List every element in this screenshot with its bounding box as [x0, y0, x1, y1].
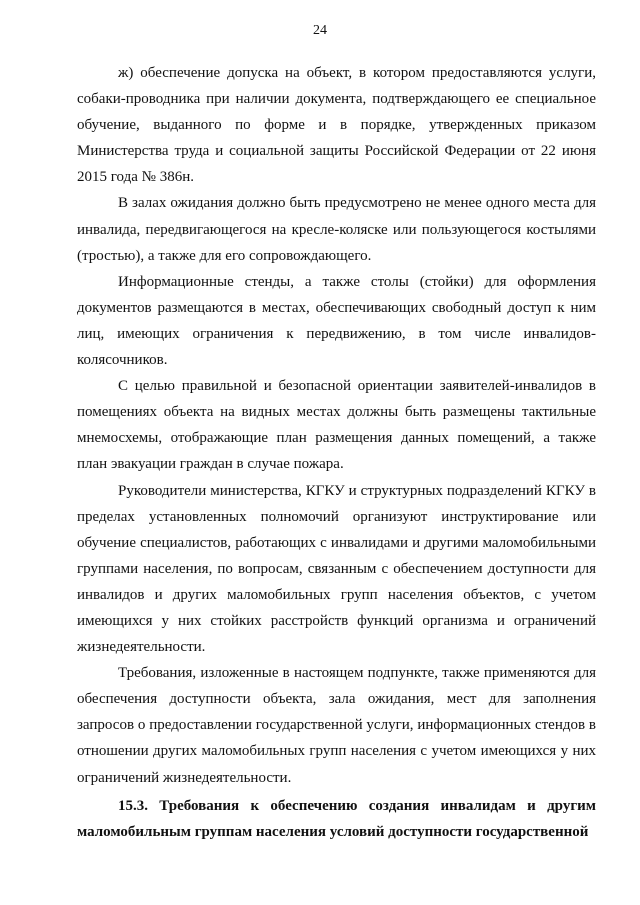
section-heading: 15.3. Требования к обеспечению создания инвалидам и другим маломобильным группам населения условий доступности государственной [77, 797, 596, 840]
paragraph-item-zh: ж) обеспечение допуска на объект, в котором предоставляются услуги, собаки-проводника при наличии документа, подтверждающего ее специальное обучение, выданного по форме и в порядке, утвержденных приказом Министерства труда и социальной защиты Российской Федерации от 22 июня 2015 года № 386н. [77, 65, 596, 186]
document-body [77, 60, 596, 845]
paragraph-tactile-schemes: С целью правильной и безопасной ориентации заявителей-инвалидов в помещениях объекта на видных местах должны быть размещены тактильные мнемосхемы, отображающие план размещения данных помещений, а также план эвакуации граждан в случае пожара. [77, 378, 596, 473]
paragraph-staff-training: Руководители министерства, КГКУ и структурных подразделений КГКУ в пределах установленных полномочий организуют инструктирование или обучение специалистов, работающих с инвалидами и другими маломобильными группами населения, по вопросам, связанным с обеспечением доступности для инвалидов и других маломобильных групп населения объектов, с учетом имеющихся у них стойких расстройств функций организма и ограничений жизнедеятельности. [77, 482, 596, 656]
page-number: 24 [313, 23, 327, 38]
paragraph-information-stands: Информационные стенды, а также столы (стойки) для оформления документов размещаются в местах, обеспечивающих свободный доступ к ним лиц, имеющих ограничения к передвижению, в том числе инвалидов-колясочников. [77, 273, 596, 369]
paragraph-requirements: Требования, изложенные в настоящем подпункте, также применяются для обеспечения доступности объекта, зала ожидания, мест для заполнения запросов о предоставлении государственной услуги, информационных стендов в отношении других маломобильных групп населения с учетом имеющихся у них ограничений жизнедеятельности. [77, 665, 596, 786]
paragraph-waiting-rooms: В залах ожидания должно быть предусмотрено не менее одного места для инвалида, передвигающегося на кресле-коляске или пользующегося костылями (тростью), а также для его сопровождающего. [77, 195, 596, 264]
